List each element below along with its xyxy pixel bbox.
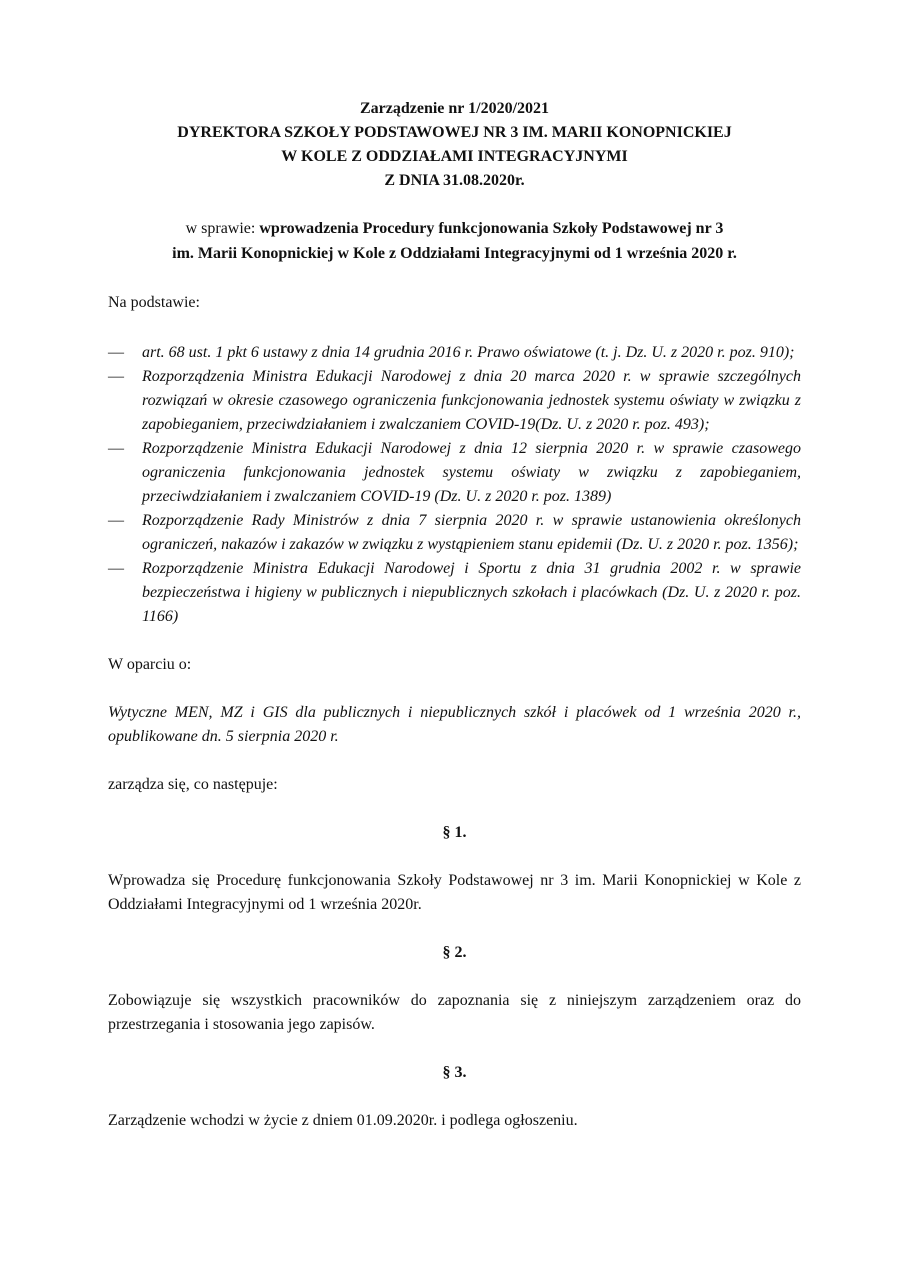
section-3-text: Zarządzenie wchodzi w życie z dniem 01.09.2020r. i podlega ogłoszeniu.: [108, 1112, 578, 1129]
based-on-label: W oparciu o:: [108, 656, 192, 673]
document-page: [108, 97, 801, 1133]
order-date: Z DNIA 31.08.2020r.: [384, 172, 525, 189]
subject-prefix: w sprawie:: [185, 220, 260, 237]
order-subject: [108, 217, 801, 267]
basis-label: Na podstawie:: [108, 294, 200, 311]
legal-basis-text: Rozporządzenie Rady Ministrów z dnia 7 sierpnia 2020 r. w sprawie ustanowienia określonych ograniczeń, nakazów i zakazów w związku z wystąpieniem stanu epidemii (Dz. U. z 2020 r. poz. 1356);: [142, 512, 801, 553]
list-item: [108, 341, 801, 365]
issuer-line-2: W KOLE Z ODDZIAŁAMI INTEGRACYJNYMI: [281, 148, 628, 165]
list-item: [108, 365, 801, 437]
guidelines-text: Wytyczne MEN, MZ i GIS dla publicznych i niepublicznych szkół i placówek od 1 września 2020 r., opublikowane dn. 5 sierpnia 2020 r.: [108, 704, 801, 745]
legal-basis-text: Rozporządzenie Ministra Edukacji Narodowej z dnia 12 sierpnia 2020 r. w sprawie czasowego ograniczenia funkcjonowania jednostek systemu oświaty w związku z zapobieganiem, przeciwdziałaniem i zwalczaniem COVID-19 (Dz. U. z 2020 r. poz. 1389): [142, 440, 801, 505]
section-1-mark: § 1.: [442, 824, 467, 841]
legal-basis-list: [108, 341, 801, 629]
dash-bullet: —: [108, 368, 124, 385]
subject-title-line-1: wprowadzenia Procedury funkcjonowania Szkoły Podstawowej nr 3: [259, 220, 724, 237]
list-item: [108, 437, 801, 509]
dash-bullet: —: [108, 512, 124, 529]
legal-basis-text: Rozporządzenia Ministra Edukacji Narodowej z dnia 20 marca 2020 r. w sprawie szczególnych rozwiązań w okresie czasowego ograniczenia funkcjonowania jednostek systemu oświaty w związku z zapobieganiem, przeciwdziałaniem i zwalczaniem COVID-19(Dz. U. z 2020 r. poz. 493);: [142, 368, 801, 433]
dash-bullet: —: [108, 344, 124, 361]
section-3-mark: § 3.: [442, 1064, 467, 1081]
section-1-text: Wprowadza się Procedurę funkcjonowania Szkoły Podstawowej nr 3 im. Marii Konopnickiej w Kole z Oddziałami Integracyjnymi od 1 września 2020r.: [108, 872, 801, 913]
subject-title-line-2: im. Marii Konopnickiej w Kole z Oddziałami Integracyjnymi od 1 września 2020 r.: [172, 245, 737, 262]
section-2-text: Zobowiązuje się wszystkich pracowników do zapoznania się z niniejszym zarządzeniem oraz do przestrzegania i stosowania jego zapisów.: [108, 992, 801, 1033]
legal-basis-text: Rozporządzenie Ministra Edukacji Narodowej i Sportu z dnia 31 grudnia 2002 r. w sprawie bezpieczeństwa i higieny w publicznych i niepublicznych szkołach i placówkach (Dz. U. z 2020 r. poz. 1166): [142, 560, 801, 625]
list-item: [108, 557, 801, 629]
document-header: [108, 97, 801, 193]
issuer-line: DYREKTORA SZKOŁY PODSTAWOWEJ NR 3 IM. MARII KONOPNICKIEJ: [177, 124, 732, 141]
list-item: [108, 509, 801, 557]
dash-bullet: —: [108, 560, 124, 577]
order-number: Zarządzenie nr 1/2020/2021: [359, 100, 550, 117]
legal-basis-text: art. 68 ust. 1 pkt 6 ustawy z dnia 14 grudnia 2016 r. Prawo oświatowe (t. j. Dz. U. z 2020 r. poz. 910);: [142, 344, 795, 361]
section-2-mark: § 2.: [442, 944, 467, 961]
dash-bullet: —: [108, 440, 124, 457]
orders-label: zarządza się, co następuje:: [108, 776, 278, 793]
